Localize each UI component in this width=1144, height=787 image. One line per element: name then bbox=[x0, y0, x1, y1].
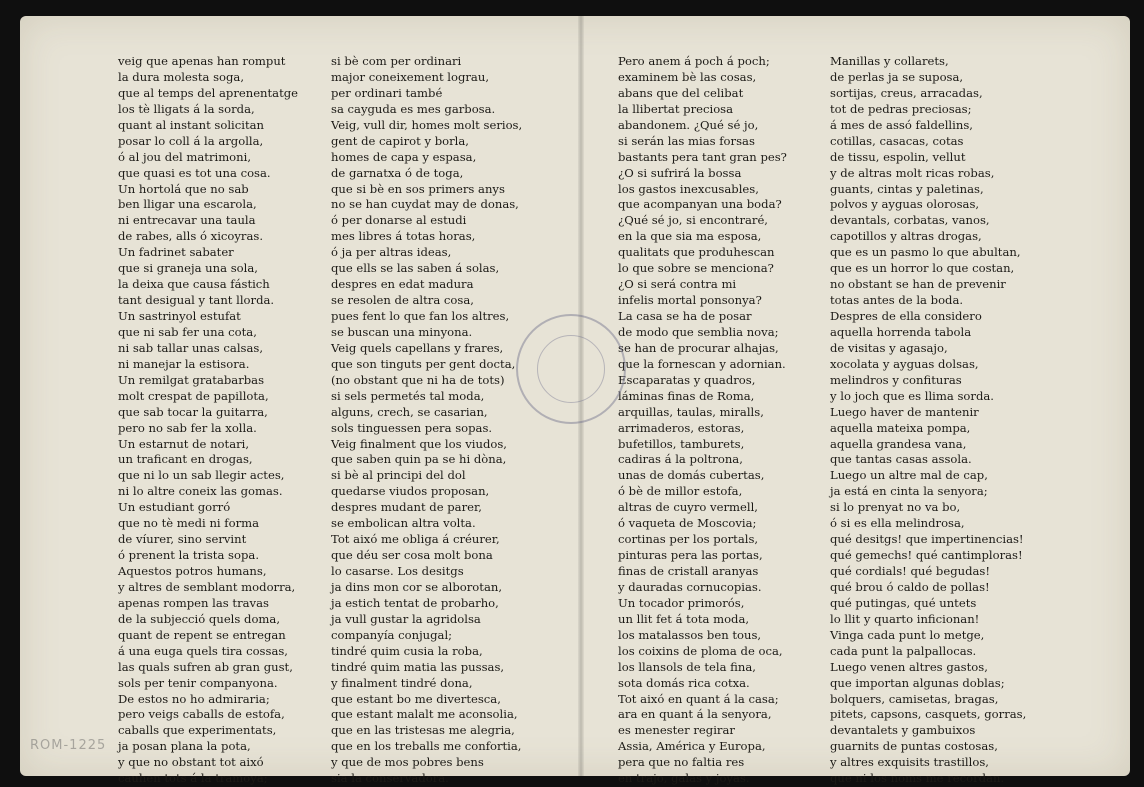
verse-line: la llibertat preciosa bbox=[618, 101, 734, 116]
verse-line: major coneixement lograu, bbox=[331, 69, 489, 84]
verse-line: la dura molesta soga, bbox=[118, 69, 245, 84]
verse-line: capotillos y altras drogas, bbox=[830, 229, 982, 244]
verse-line: ó prenent la trista sopa. bbox=[118, 548, 259, 563]
verse-line: Luego venen altres gastos, bbox=[830, 659, 988, 674]
verse-line: ben lligar una escarola, bbox=[118, 197, 257, 212]
verse-line: Un remilgat gratabarbas bbox=[118, 372, 265, 387]
verse-line: abans que del celibat bbox=[618, 85, 744, 100]
verse-line: Un estudiant gorró bbox=[118, 500, 231, 515]
verse-line: ó ja per altras ideas, bbox=[331, 245, 452, 260]
verse-line: y altres exquisits trastillos, bbox=[830, 755, 989, 770]
verse-line: se embolican altra volta. bbox=[331, 516, 476, 531]
verse-line: si serán las mias forsas bbox=[618, 133, 755, 148]
verse-line: cortinas per los portals, bbox=[618, 532, 759, 547]
verse-line: ni entrecavar una taula bbox=[118, 213, 256, 228]
verse-line: Un tocador primorós, bbox=[618, 595, 745, 610]
verse-line: que estant bo me divertesca, bbox=[331, 691, 501, 706]
verse-line: de rabes, alls ó xicoyras. bbox=[118, 229, 264, 244]
verse-line: sota domás rica cotxa. bbox=[618, 675, 750, 690]
verse-line: que ni sab fer una cota, bbox=[118, 324, 257, 339]
verse-line: de tissu, espolin, vellut bbox=[830, 149, 966, 164]
verse-line: de víurer, sino servint bbox=[118, 532, 247, 547]
verse-line: Veig, vull dir, homes molt serios, bbox=[331, 117, 523, 132]
verse-line: ni manejar la estisora. bbox=[118, 356, 250, 371]
verse-line: aquella grandesa vana, bbox=[830, 436, 967, 451]
verse-line: ara en quant á la senyora, bbox=[618, 707, 772, 722]
verse-line: que es un pasmo lo que abultan, bbox=[830, 245, 1021, 260]
verse-line: posar lo coll á la argolla, bbox=[118, 133, 264, 148]
verse-line: un traficant en drogas, bbox=[118, 452, 253, 467]
verse-line: La casa se ha de posar bbox=[618, 309, 752, 323]
verse-line: qué brou ó caldo de pollas! bbox=[830, 579, 990, 594]
verse-line: si lo prenyat no va bo, bbox=[830, 500, 961, 515]
verse-line: qué putingas, qué untets bbox=[830, 595, 977, 610]
verse-line: que quasi es tot una cosa. bbox=[118, 165, 271, 180]
verse-line: despres en edat madura bbox=[331, 277, 474, 292]
verse-line: sia la conservadora. bbox=[331, 771, 449, 786]
verse-line: ja dins mon cor se alborotan, bbox=[331, 579, 503, 594]
verse-line: Un estarnut de notari, bbox=[118, 436, 250, 451]
verse-line: pues fent lo que fan los altres, bbox=[331, 309, 510, 323]
verse-line: arquillas, taulas, miralls, bbox=[618, 404, 764, 419]
verse-column-4 bbox=[830, 54, 1026, 787]
verse-line: que ni los noms me recordan. bbox=[830, 771, 1005, 786]
verse-line: no obstant se han de prevenir bbox=[830, 277, 1006, 292]
verse-line: ó al jou del matrimoni, bbox=[118, 149, 252, 164]
verse-line: tindré quim matia las pussas, bbox=[331, 659, 505, 674]
verse-line: y lo joch que es llima sorda. bbox=[830, 388, 994, 403]
verse-line: se resolen de altra cosa, bbox=[331, 293, 474, 308]
verse-line: y altres de semblant modorra, bbox=[118, 579, 296, 594]
verse-line: Tot aixó me obliga á créurer, bbox=[331, 532, 500, 547]
verse-line: pera que no faltia res bbox=[618, 755, 745, 770]
verse-line: infelis mortal ponsonya? bbox=[618, 293, 762, 308]
verse-line: de visitas y agasajo, bbox=[830, 340, 948, 355]
verse-line: Un fadrinet sabater bbox=[118, 245, 234, 260]
verse-line: no se han cuydat may de donas, bbox=[331, 197, 519, 212]
verse-line: devantals, corbatas, vanos, bbox=[830, 213, 990, 228]
verse-line: se han de procurar alhajas, bbox=[618, 340, 779, 355]
verse-line: sa cayguda es mes garbosa. bbox=[331, 101, 496, 116]
verse-line: que ni lo un sab llegir actes, bbox=[118, 468, 285, 483]
verse-line: Un sastrinyol estufat bbox=[118, 309, 241, 323]
verse-line: Luego un altre mal de cap, bbox=[830, 468, 988, 483]
verse-line: totas antes de la boda. bbox=[830, 293, 964, 308]
verse-line: molt crespat de papillota, bbox=[118, 388, 269, 403]
verse-line: que al temps del aprenentatge bbox=[118, 85, 299, 100]
verse-line: que déu ser cosa molt bona bbox=[331, 548, 493, 563]
verse-line: arrimaderos, estoras, bbox=[618, 420, 745, 435]
verse-line: las quals sufren ab gran gust, bbox=[118, 659, 293, 674]
verse-line: aquella mateixa pompa, bbox=[830, 420, 971, 435]
verse-line: Veig quels capellans y frares, bbox=[331, 340, 504, 355]
verse-line: qualitats que produhescan bbox=[618, 245, 775, 260]
verse-line: bastants pera tant gran pes? bbox=[618, 149, 787, 164]
verse-line: se buscan una minyona. bbox=[331, 324, 473, 339]
verse-line: si bè al principi del dol bbox=[331, 468, 466, 483]
verse-line: quant de repent se entregan bbox=[118, 627, 286, 642]
verse-line: Escaparatas y quadros, bbox=[618, 372, 756, 387]
verse-line: si bè com per ordinari bbox=[331, 54, 462, 68]
verse-line: quant al instant solicitan bbox=[118, 117, 265, 132]
verse-line: cada punt la palpallocas. bbox=[830, 643, 977, 658]
verse-line: los gastos inexcusables, bbox=[618, 181, 759, 196]
verse-line: xocolata y ayguas dolsas, bbox=[830, 356, 979, 371]
verse-line: lo que sobre se menciona? bbox=[618, 261, 774, 276]
verse-line: ni lo altre coneix las gomas. bbox=[118, 484, 283, 499]
verse-line: que no tè medi ni forma bbox=[118, 516, 260, 531]
verse-line: y dauradas cornucopias. bbox=[618, 579, 762, 594]
verse-line: qué desitgs! que impertinencias! bbox=[830, 532, 1024, 547]
verse-line: finas de cristall aranyas bbox=[618, 564, 759, 578]
verse-line: polvos y ayguas olorosas, bbox=[830, 197, 980, 212]
verse-line: veig que apenas han romput bbox=[118, 54, 286, 68]
verse-line: pero veigs caballs de estofa, bbox=[118, 707, 285, 722]
verse-line: apenas rompen las travas bbox=[118, 595, 269, 610]
verse-line: abandonem. ¿Qué sé jo, bbox=[618, 117, 759, 132]
verse-line: alguns, crech, se casarian, bbox=[331, 404, 488, 419]
verse-line: que saben quin pa se hi dòna, bbox=[331, 452, 507, 467]
verse-line: los tè lligats á la sorda, bbox=[118, 101, 255, 116]
verse-line: examinem bè las cosas, bbox=[618, 69, 757, 84]
verse-line: tant desigual y tant llorda. bbox=[118, 293, 275, 308]
verse-line: que es un horror lo que costan, bbox=[830, 261, 1015, 276]
verse-line: que ells se las saben á solas, bbox=[331, 261, 500, 276]
verse-line: Luego haver de mantenir bbox=[830, 404, 979, 419]
verse-line: en trajo, galas y joyas. bbox=[618, 771, 750, 786]
verse-line: los matalassos ben tous, bbox=[618, 627, 762, 642]
verse-line: guarnits de puntas costosas, bbox=[830, 739, 998, 754]
verse-line: un llit fet á tota moda, bbox=[618, 611, 750, 626]
verse-line: companyía conjugal; bbox=[331, 627, 453, 642]
verse-line: lo casarse. Los desitgs bbox=[331, 564, 464, 578]
verse-line: cotillas, casacas, cotas bbox=[830, 133, 964, 148]
verse-line: que en los treballs me confortia, bbox=[331, 739, 522, 754]
verse-line: ¿O si sufrirá la bossa bbox=[618, 165, 742, 180]
verse-line: y que de mos pobres bens bbox=[331, 755, 484, 770]
verse-line: qué gemechs! qué cantimploras! bbox=[830, 548, 1023, 563]
verse-line: ja vull gustar la agridolsa bbox=[331, 611, 481, 626]
verse-line: Vinga cada punt lo metge, bbox=[830, 627, 985, 642]
verse-line: á mes de assó faldellins, bbox=[830, 117, 973, 132]
verse-line: Manillas y collarets, bbox=[830, 54, 949, 68]
verse-line: bufetillos, tamburets, bbox=[618, 436, 745, 451]
library-stamp bbox=[516, 314, 626, 424]
verse-line: ¿Qué sé jo, si encontraré, bbox=[618, 213, 768, 228]
verse-line: que importan algunas doblas; bbox=[830, 675, 1005, 690]
verse-line: melindros y confituras bbox=[830, 372, 962, 387]
verse-line: que si graneja una sola, bbox=[118, 261, 258, 276]
verse-line: láminas finas de Roma, bbox=[618, 388, 755, 403]
verse-line: que la fornescan y adornian. bbox=[618, 356, 786, 371]
verse-line: ja posan plana la pota, bbox=[118, 739, 251, 754]
verse-line: pinturas pera las portas, bbox=[618, 548, 763, 563]
verse-line: pero no sab fer la xolla. bbox=[118, 420, 257, 435]
verse-line: Aquestos potros humans, bbox=[118, 564, 267, 578]
verse-line: es menester regirar bbox=[618, 723, 735, 738]
verse-line: Assia, América y Europa, bbox=[618, 739, 766, 754]
verse-line: (no obstant que ni ha de tots) bbox=[331, 372, 505, 387]
verse-line: guants, cintas y paletinas, bbox=[830, 181, 984, 196]
verse-line: per ordinari també bbox=[331, 85, 443, 100]
verse-line: ó si es ella melindrosa, bbox=[830, 516, 965, 531]
verse-line: aquella horrenda tabola bbox=[830, 324, 972, 339]
pencil-shelfmark: ROM-1225 bbox=[30, 738, 107, 753]
verse-line: y finalment tindré dona, bbox=[331, 675, 473, 690]
verse-column-1 bbox=[118, 54, 298, 787]
verse-line: bolquers, camisetas, bragas, bbox=[830, 691, 999, 706]
verse-line: ó per donarse al estudi bbox=[331, 213, 467, 228]
verse-line: sols tinguessen pera sopas. bbox=[331, 420, 493, 435]
verse-line: y de altras molt ricas robas, bbox=[830, 165, 995, 180]
verse-line: que si bè en sos primers anys bbox=[331, 181, 505, 196]
verse-line: ó bè de millor estofa, bbox=[618, 484, 743, 499]
verse-line: de garnatxa ó de toga, bbox=[331, 165, 464, 180]
verse-line: que en las tristesas me alegria, bbox=[331, 723, 515, 738]
verse-line: caballs que experimentats, bbox=[118, 723, 277, 738]
verse-line: que sab tocar la guitarra, bbox=[118, 404, 268, 419]
verse-line: pitets, capsons, casquets, gorras, bbox=[830, 707, 1027, 722]
verse-line: cauhen tots á la tramoya; bbox=[118, 771, 268, 786]
verse-line: tindré quim cusia la roba, bbox=[331, 643, 483, 658]
verse-line: de la subjecció quels doma, bbox=[118, 611, 281, 626]
verse-line: Tot aixó en quant á la casa; bbox=[618, 691, 779, 706]
verse-line: ja está en cinta la senyora; bbox=[830, 484, 988, 499]
verse-line: la deixa que causa fástich bbox=[118, 277, 270, 292]
verse-line: tot de pedras preciosas; bbox=[830, 101, 972, 116]
verse-line: que tantas casas assola. bbox=[830, 452, 972, 467]
verse-column-3 bbox=[618, 54, 787, 787]
verse-line: unas de domás cubertas, bbox=[618, 468, 765, 483]
verse-line: mes libres á totas horas, bbox=[331, 229, 476, 244]
verse-line: qué cordials! qué begudas! bbox=[830, 564, 991, 578]
verse-line: Despres de ella considero bbox=[830, 309, 982, 323]
verse-line: y que no obstant tot aixó bbox=[118, 755, 264, 770]
verse-line: ¿O si será contra mi bbox=[618, 277, 737, 292]
verse-line: Un hortolá que no sab bbox=[118, 181, 249, 196]
verse-line: sortijas, creus, arracadas, bbox=[830, 85, 983, 100]
verse-line: cadiras á la poltrona, bbox=[618, 452, 743, 467]
verse-line: ó vaqueta de Moscovia; bbox=[618, 516, 757, 531]
verse-line: Pero anem á poch á poch; bbox=[618, 54, 770, 68]
verse-line: homes de capa y espasa, bbox=[331, 149, 477, 164]
verse-line: de modo que semblia nova; bbox=[618, 324, 779, 339]
verse-line: que son tinguts per gent docta, bbox=[331, 356, 516, 371]
verse-line: devantalets y gambuixos bbox=[830, 723, 976, 738]
verse-line: sols per tenir companyona. bbox=[118, 675, 278, 690]
verse-line: si sels permetés tal moda, bbox=[331, 388, 485, 403]
verse-line: ni sab tallar unas calsas, bbox=[118, 340, 264, 355]
verse-column-2 bbox=[331, 54, 522, 787]
verse-line: lo llit y quarto inficionan! bbox=[830, 611, 980, 626]
verse-line: los coixins de ploma de oca, bbox=[618, 643, 783, 658]
verse-line: De estos no ho admiraria; bbox=[118, 691, 270, 706]
verse-line: que estant malalt me aconsolia, bbox=[331, 707, 518, 722]
verse-line: altras de cuyro vermell, bbox=[618, 500, 758, 515]
verse-line: de perlas ja se suposa, bbox=[830, 69, 964, 84]
verse-line: gent de capirot y borla, bbox=[331, 133, 469, 148]
verse-line: en la que sia ma esposa, bbox=[618, 229, 762, 244]
verse-line: quedarse viudos proposan, bbox=[331, 484, 490, 499]
verse-line: que acompanyan una boda? bbox=[618, 197, 782, 212]
library-stamp-inner-ring bbox=[537, 335, 605, 403]
verse-line: á una euga quels tira cossas, bbox=[118, 643, 288, 658]
verse-line: Veig finalment que los viudos, bbox=[331, 436, 507, 451]
verse-line: ja estich tentat de probarho, bbox=[331, 595, 499, 610]
verse-line: despres mudant de parer, bbox=[331, 500, 482, 515]
verse-line: los llansols de tela fina, bbox=[618, 659, 756, 674]
